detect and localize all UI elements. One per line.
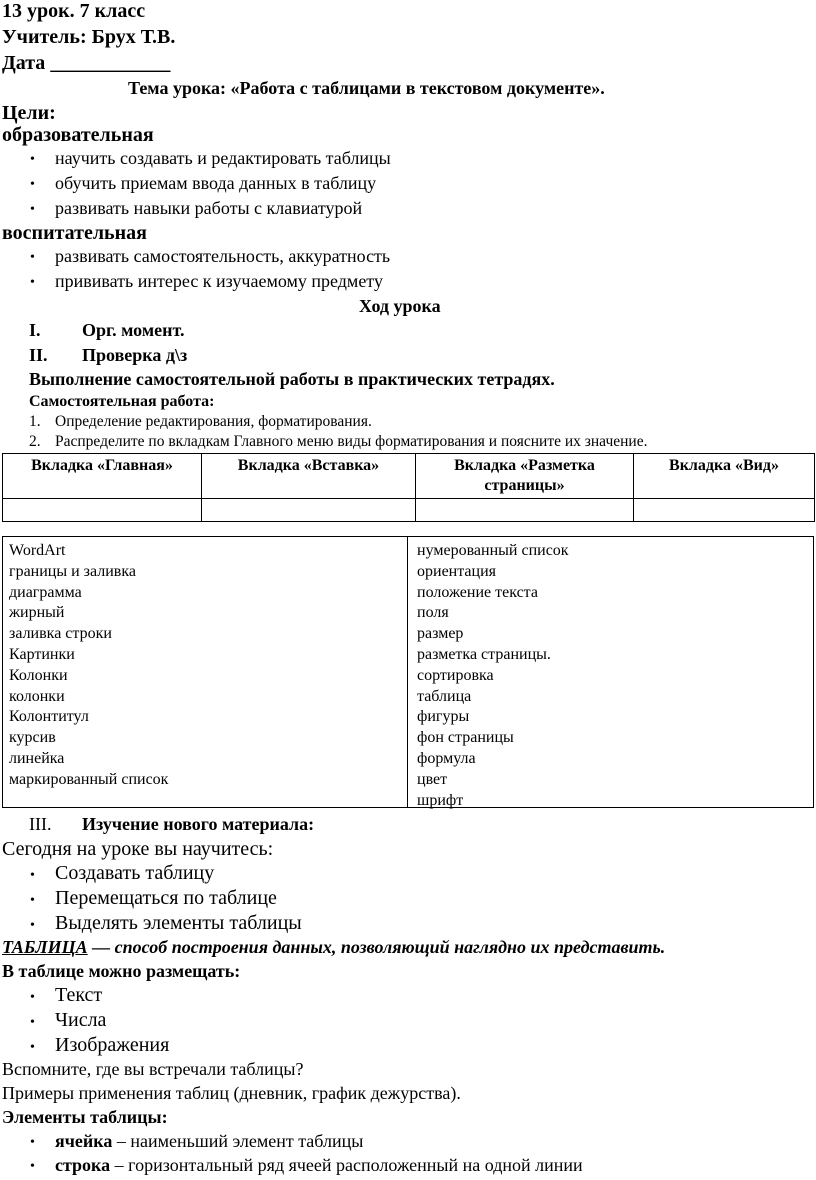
bullet-icon: • [30,1015,35,1030]
bullet-icon: • [30,918,35,933]
table-header-cell: Вкладка «Главная» [3,454,202,499]
task-text: Распределите по вкладкам Главного меню виды форматирования и поясните их значение. [55,433,648,450]
course-heading: Ход урока [359,296,441,316]
goal-item: научить создавать и редактировать таблицы [55,148,391,168]
term-item: Колонтитул [9,708,89,726]
term-item: поля [417,604,449,622]
column-divider [407,537,408,807]
table-header-cell: Вкладка «Вставка» [202,454,416,499]
examples-text: Примеры применения таблиц (дневник, график дежурства). [2,1083,461,1103]
goal-item: прививать интерес к изучаемому предмету [55,271,383,291]
lesson-topic: Тема урока: «Работа с таблицами в текстовом документе». [128,78,605,98]
term-item: размер [417,625,464,643]
table-header-cell: Вкладка «Разметка страницы» [416,454,634,499]
bullet-icon: • [30,893,35,908]
new-material-heading: Изучение нового материала: [82,814,315,834]
date-label: Дата [2,52,46,74]
term-item: сортировка [417,666,494,684]
skill-item: Выделять элементы таблицы [55,912,302,934]
content-type-item: Текст [55,984,103,1006]
element-item [55,1155,583,1176]
table-cell [3,499,202,522]
bullet-icon: • [30,177,35,192]
table-header-cell: Вкладка «Вид» [634,454,815,499]
bullet-icon: • [30,250,35,265]
goal-item: обучить приемам ввода данных в таблицу [55,173,377,193]
skill-item: Создавать таблицу [55,862,215,884]
term-item: нумерованный список [417,542,569,559]
term-item: формула [417,749,476,767]
term-item: фон страницы [417,729,514,747]
term-item: жирный [9,604,65,622]
terms-left-column [9,541,168,791]
goals-heading: Цели: [2,102,56,124]
date-line [2,52,170,75]
table-header-row [3,454,815,499]
term-item: ориентация [417,562,496,580]
term-item: курсив [9,729,56,747]
element-desc: – наименьший элемент таблицы [112,1131,364,1151]
lesson-title: 13 урок. 7 класс [2,0,146,22]
term-item: Картинки [9,645,75,663]
step-label: Проверка д\з [82,345,188,365]
bullet-icon: • [30,1159,35,1174]
element-term: ячейка [55,1131,113,1151]
terms-box [2,536,814,808]
bullet-icon: • [30,202,35,217]
content-type-item: Числа [55,1009,107,1031]
element-term: строка [55,1155,111,1175]
independent-work-heading: Выполнение самостоятельной работы в практических тетрадях. [29,369,555,389]
question-text: Вспомните, где вы встречали таблицы? [2,1059,304,1079]
step-label: Орг. момент. [82,320,185,340]
skill-item: Перемещаться по таблице [55,887,277,909]
independent-work-subheading: Самостоятельная работа: [29,393,215,410]
term-item: диаграмма [9,583,82,601]
educational-heading: образовательная [2,124,154,146]
section-number: III. [29,814,52,834]
intro-text: Сегодня на уроке вы научитесь: [2,838,274,860]
term-item: заливка строки [9,625,112,643]
definition-text: — способ построения данных, позволяющий наглядно их представить. [87,937,666,957]
bullet-icon: • [30,275,35,290]
element-desc: – горизонтальный ряд ячеей расположенный на одной линии [110,1155,583,1175]
table-cell [202,499,416,522]
term-item: маркированный список [9,770,169,788]
elements-heading: Элементы таблицы: [2,1107,168,1127]
terms-right-column [417,541,569,811]
term-item: положение текста [417,583,538,601]
upbringing-heading: воспитательная [2,222,147,244]
term-item: WordArt [9,542,66,559]
goal-item: развивать самостоятельность, аккуратность [55,246,391,266]
goal-item: развивать навыки работы с клавиатурой [55,198,363,218]
bullet-icon: • [30,868,35,883]
content-type-item: Изображения [55,1034,170,1056]
bullet-icon: • [30,1040,35,1055]
date-blank: ____________ [50,52,171,74]
table-cell [416,499,634,522]
tabs-table [2,453,815,522]
table-cell [634,499,815,522]
bullet-icon: • [30,990,35,1005]
step-number: I. [29,320,41,340]
table-row [3,499,815,522]
element-item [55,1131,363,1152]
term-item: цвет [417,770,448,788]
table-definition [2,937,665,958]
definition-term: ТАБЛИЦА [2,937,88,957]
task-number: 2. [29,433,41,450]
bullet-icon: • [30,1135,35,1150]
term-item: колонки [9,687,65,705]
term-item: таблица [417,687,472,705]
term-item: фигуры [417,708,470,726]
term-item: шрифт [417,791,464,809]
term-item: Колонки [9,666,68,684]
term-item: разметка страницы. [417,645,551,663]
term-item: линейка [9,749,65,767]
term-item: границы и заливка [9,562,136,580]
task-number: 1. [29,413,41,430]
teacher-name: Учитель: Брух Т.В. [2,26,176,48]
task-text: Определение редактирования, форматирования. [55,413,372,430]
bullet-icon: • [30,152,35,167]
step-number: II. [29,345,48,365]
can-place-heading: В таблице можно размещать: [2,961,241,981]
